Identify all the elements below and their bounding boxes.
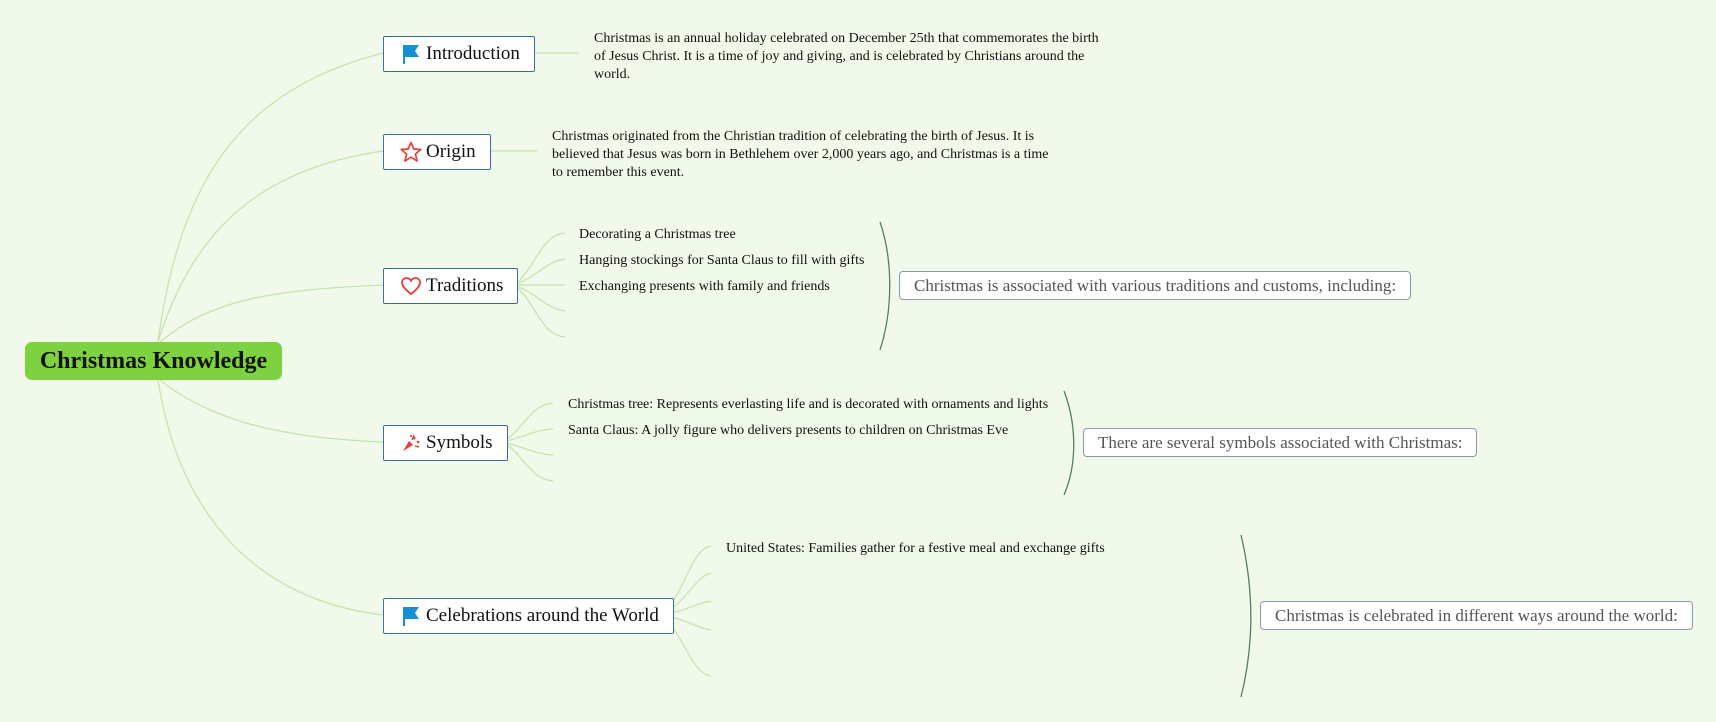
symbols-summary[interactable]: There are several symbols associated with Christmas: [1083,428,1477,457]
symbols-item: Santa Claus: A jolly figure who delivers presents to children on Christmas Eve [568,423,1009,438]
connector-root-symbols [160,380,383,442]
topic-introduction[interactable] [383,36,535,72]
connector-root-celebrations [158,380,383,615]
traditions-item: Exchanging presents with family and friends [579,279,830,294]
connector-traditions-2 [514,259,565,285]
topic-celebrations-around-the-world[interactable] [383,598,674,634]
origin-text: Christmas originated from the Christian tradition of celebrating the birth of Jesus. It is believed that Jesus was born in Bethlehem over 2,000 years ago, and Christmas is a time to remember this event. [552,129,1049,180]
topic-traditions[interactable] [383,268,518,304]
summary-bracket-traditions [880,222,890,350]
connector-traditions-4 [514,285,565,311]
red-star-icon [400,141,422,163]
celebrations-item: United States: Families gather for a festive meal and exchange gifts [726,541,1105,556]
blue-flag-icon [400,43,422,65]
topic-label: Origin [426,141,476,162]
connector-symbols-1 [503,403,553,442]
introduction-text: Christmas is an annual holiday celebrated on December 25th that commemorates the birth of Jesus Christ. It is a time of joy and giving, and is celebrated by Christians around the world. [594,31,1099,82]
summary-bracket-symbols [1064,391,1074,495]
topic-label: Traditions [426,275,504,296]
topic-origin[interactable] [383,134,491,170]
topic-label: Introduction [426,43,520,64]
blue-flag-icon [400,605,422,627]
traditions-summary[interactable]: Christmas is associated with various traditions and customs, including: [899,271,1411,300]
celebrations-summary[interactable]: Christmas is celebrated in different ways around the world: [1260,601,1693,630]
topic-label: Symbols [426,432,493,453]
root-topic-christmas-knowledge[interactable]: Christmas Knowledge [25,342,282,380]
summary-bracket-celebrations [1241,535,1251,697]
connector-traditions-5 [514,285,565,337]
red-heart-icon [400,275,422,297]
connector-symbols-4 [503,442,553,481]
topic-label: Celebrations around the World [426,605,659,626]
connector-root-traditions [160,285,383,342]
party-popper-icon [400,432,422,454]
connector-traditions-1 [514,233,565,285]
traditions-item: Decorating a Christmas tree [579,227,736,242]
topic-symbols[interactable] [383,425,508,461]
traditions-item: Hanging stockings for Santa Claus to fill with gifts [579,253,865,268]
connector-root-introduction [158,53,383,342]
symbols-item: Christmas tree: Represents everlasting life and is decorated with ornaments and lights [568,397,1049,412]
connector-root-origin [158,151,383,342]
